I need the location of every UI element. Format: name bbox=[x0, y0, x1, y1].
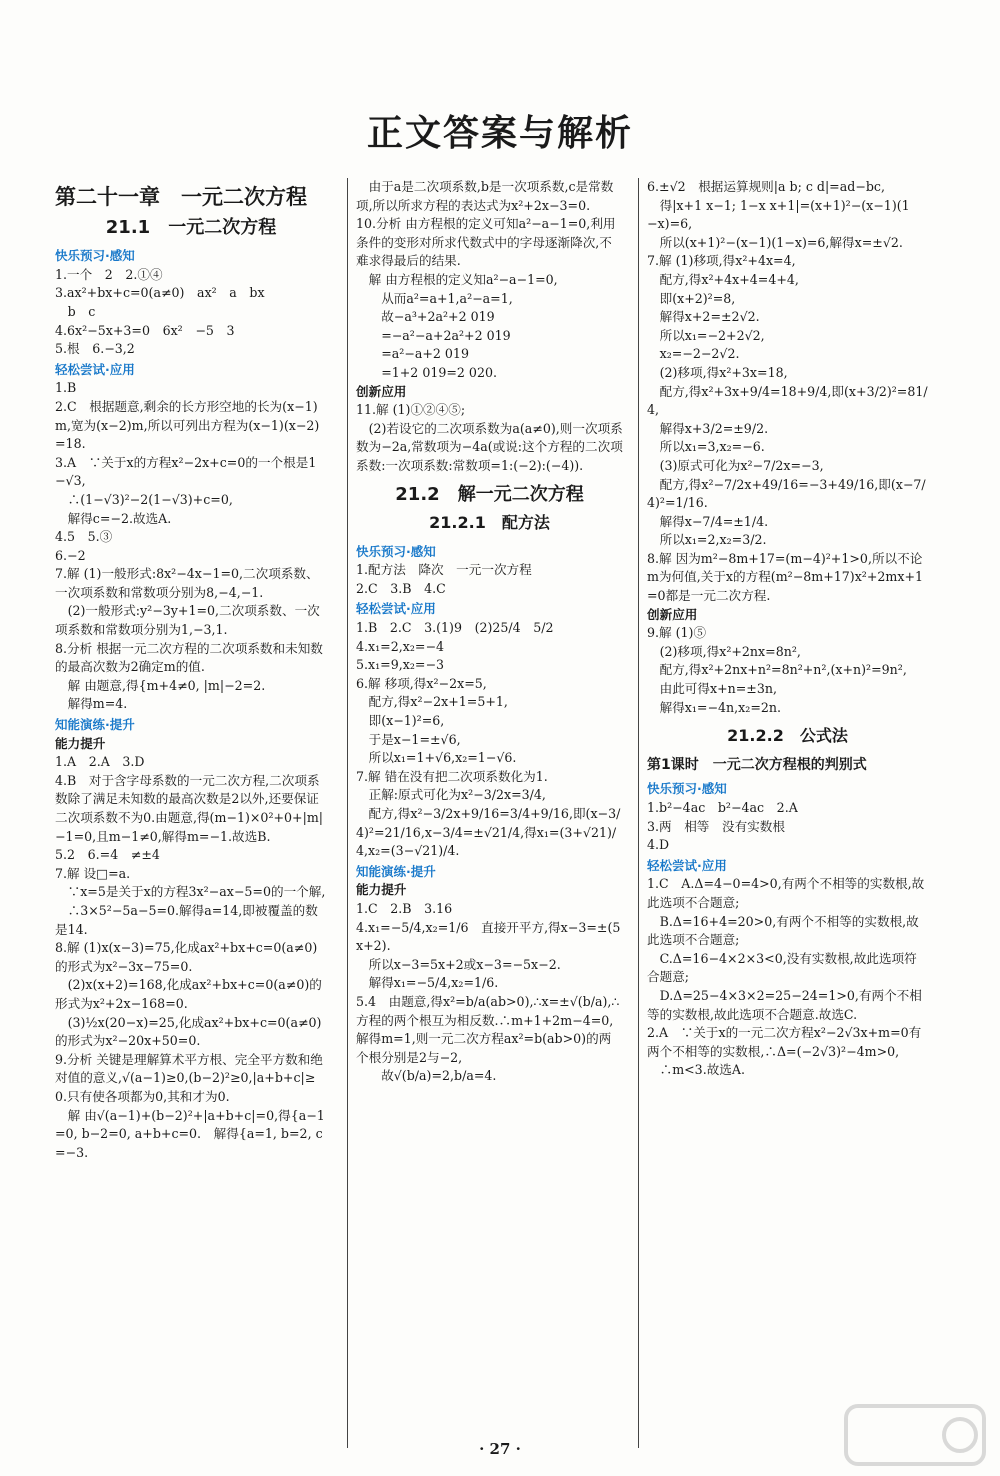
answer-block bbox=[647, 624, 928, 717]
answer-line: 解得x₁=−5/4,x₂=1/6. bbox=[356, 975, 499, 991]
subheading-innovation: 创新应用 bbox=[647, 606, 698, 622]
page-title: 正文答案与解析 bbox=[366, 113, 633, 154]
answer-line: 解得x+2=±2√2. bbox=[647, 309, 760, 325]
answer-block bbox=[55, 753, 327, 1162]
answer-line: 4.5 5.③ bbox=[55, 529, 113, 545]
answer-line: 5.根 6.−3,2 bbox=[55, 341, 135, 357]
answer-line: ∵x=5是关于x的方程3x²−ax−5=0的一个解, bbox=[55, 884, 326, 900]
answer-line: 7.解 (1)移项,得x²+4x=4, bbox=[647, 253, 796, 269]
answer-block bbox=[356, 619, 623, 861]
answer-line: ∴m<3.故选A. bbox=[647, 1062, 745, 1078]
label-try: 轻松尝试·应用 bbox=[647, 857, 727, 873]
label-try: 轻松尝试·应用 bbox=[55, 361, 135, 377]
answer-line: 8.解 (1)x(x−3)=75,化成ax²+bx+c=0(a≠0)的形式为x²−3x−75=0. bbox=[55, 940, 318, 974]
answer-line: =a²−a+2 019 bbox=[356, 346, 469, 362]
column-1 bbox=[55, 178, 327, 1448]
answer-line: 所以x₁=−2+2√2, bbox=[647, 327, 765, 343]
answer-line: 配方,得x²+3x+9/4=18+9/4,即(x+3/2)²=81/4, bbox=[647, 383, 928, 418]
answer-line: 9.解 (1)⑤ bbox=[647, 625, 707, 641]
label-try: 轻松尝试·应用 bbox=[356, 601, 436, 617]
answer-line: 1.A 2.A 3.D bbox=[55, 754, 145, 770]
answer-block bbox=[55, 379, 327, 714]
answer-block bbox=[356, 900, 623, 1086]
answer-line: 于是x−1=±√6, bbox=[356, 731, 461, 747]
answer-line: 所以x₁=2,x₂=3/2. bbox=[647, 532, 767, 548]
answer-line: b c bbox=[55, 303, 96, 319]
answer-line: 4.x₁=2,x₂=−4 bbox=[356, 638, 445, 654]
answer-line: 解 由√(a−1)+(b−2)²+|a+b+c|=0,得{a−1=0, b−2=0, a+b+c=0. 解得{a=1, b=2, c=−3. bbox=[55, 1107, 325, 1160]
answer-line: 即(x−1)²=6, bbox=[356, 713, 445, 729]
answer-line: 7.解 错在没有把二次项系数化为1. bbox=[356, 768, 548, 784]
answer-line: 8.解 因为m²−8m+17=(m−4)²+1>0,所以不论m为何值,关于x的方程(m²−8m+17)x²+2mx+1=0都是一元二次方程. bbox=[647, 550, 924, 604]
answer-line: 1.C 2.B 3.16 bbox=[356, 900, 453, 916]
answer-line: 即(x+2)²=8, bbox=[647, 290, 736, 306]
answer-line: 故√(b/a)=2,b/a=4. bbox=[356, 1068, 497, 1084]
answer-line: 4.6x²−5x+3=0 6x² −5 3 bbox=[55, 322, 235, 338]
answer-line: 1.b²−4ac b²−4ac 2.A bbox=[647, 800, 798, 815]
answer-line: (3)½x(20−x)=25,化成ax²+bx+c=0(a≠0)的形式为x²−20x+50=0. bbox=[55, 1014, 322, 1049]
label-preview: 快乐预习·感知 bbox=[647, 781, 727, 797]
answer-line: C.Δ=16−4×2×3<0,没有实数根,故此选项符合题意; bbox=[647, 950, 917, 985]
answer-line: 解得x₁=−4n,x₂=2n. bbox=[647, 699, 781, 715]
answer-line: 得|x+1 x−1; 1−x x+1|=(x+1)²−(x−1)(1−x)=6, bbox=[647, 197, 910, 232]
label-practice: 知能演练·提升 bbox=[55, 717, 135, 733]
answer-line: 解得x+3/2=±9/2. bbox=[647, 420, 769, 436]
answer-line: 4.B 对于含字母系数的一元二次方程,二次项系数除了满足未知数的最高次数是2以外,还要保证二次项系数不为0.由题意,得(m−1)×0²+0+|m|−1=0,且m−1≠0,解得m=−1.故选B. bbox=[55, 772, 324, 844]
answer-line: 5.2 6.=4 ≠±4 bbox=[55, 847, 160, 863]
answer-line: 从而a²=a+1,a²−a=1, bbox=[356, 290, 513, 306]
answer-line: ∴(1−√3)²−2(1−√3)+c=0, bbox=[55, 491, 233, 507]
answer-line: 2.C 根据题意,剩余的长方形空地的长为(x−1)m,宽为(x−2)m,所以可列出方程为(x−1)(x−2)=18. bbox=[55, 398, 320, 452]
answer-line: =−a²−a+2a²+2 019 bbox=[356, 327, 511, 343]
answer-block bbox=[356, 561, 623, 598]
answer-line: 由于a是二次项系数,b是一次项系数,c是常数项,所以所求方程的表达式为x²+2x−3=0. bbox=[356, 179, 614, 213]
answer-block bbox=[55, 266, 327, 359]
answer-line: 10.分析 由方程根的定义可知a²−a−1=0,利用条件的变形对所求代数式中的字母逐渐降次,不难求得最后的结果. bbox=[356, 216, 616, 269]
answer-line: 解 由方程根的定义知a²−a−1=0, bbox=[356, 271, 558, 287]
subheading-ability: 能力提升 bbox=[356, 882, 407, 898]
answer-line: (2)若设它的二次项系数为a(a≠0),则一次项系数为−2a,常数项为−4a(或说:这个方程的二次项系数:一次项系数:常数项=1:(−2):(−4)). bbox=[356, 420, 623, 473]
answer-line: 解得c=−2.故选A. bbox=[55, 510, 172, 526]
label-preview: 快乐预习·感知 bbox=[55, 248, 135, 264]
subsection-title: 21.2.1 配方法 bbox=[429, 513, 550, 533]
answer-block bbox=[647, 178, 928, 606]
answer-block bbox=[647, 875, 928, 1080]
answer-line: 所以x₁=1+√6,x₂=1−√6. bbox=[356, 750, 517, 766]
answer-line: 3.A ∵关于x的方程x²−2x+c=0的一个根是1−√3, bbox=[55, 454, 317, 489]
answer-line: 7.解 (1)一般形式:8x²−4x−1=0,二次项系数、一次项系数和常数项分别为8,−4,−1. bbox=[55, 566, 319, 600]
answer-line: 9.分析 关键是理解算术平方根、完全平方数和绝对值的意义,√(a−1)≥0,(b−2)²≥0,|a+b+c|≥0.只有使各项都为0,其和才为0. bbox=[55, 1051, 323, 1104]
answer-line: 1.C A.Δ=4−0=4>0,有两个不相等的实数根,故此选项不合题意; bbox=[647, 876, 925, 910]
answer-line: 配方,得x²−7/2x+49/16=−3+49/16,即(x−7/4)²=1/16. bbox=[647, 476, 926, 511]
answer-line: 3.两 相等 没有实数根 bbox=[647, 818, 785, 834]
answer-line: 配方,得x²−3/2x+9/16=3/4+9/16,即(x−3/4)²=21/16,x−3/4=±√21/4,得x₁=(3+√21)/4,x₂=(3−√21)/4. bbox=[356, 806, 621, 859]
answer-line: 由此可得x+n=±3n, bbox=[647, 681, 777, 697]
lesson-title: 第1课时 一元二次方程根的判别式 bbox=[647, 756, 867, 773]
answer-line: 1.一个 2 2.①④ bbox=[55, 266, 163, 282]
answer-line: ∴3×5²−5a−5=0.解得a=14,即被覆盖的数是14. bbox=[55, 902, 318, 937]
answer-line: 正解:原式可化为x²−3/2x=3/4, bbox=[356, 787, 546, 803]
subheading-ability: 能力提升 bbox=[55, 735, 106, 751]
watermark-logo bbox=[840, 1400, 990, 1470]
answer-line: 解得x−7/4=±1/4. bbox=[647, 513, 769, 529]
answer-line: 6.−2 bbox=[55, 547, 86, 563]
answer-line: 4.D bbox=[647, 837, 670, 853]
subheading-innovation: 创新应用 bbox=[356, 383, 407, 399]
answer-block bbox=[647, 799, 928, 855]
answer-line: (2)移项,得x²+2nx=8n², bbox=[647, 643, 801, 659]
answer-line: 1.B bbox=[55, 380, 77, 396]
answer-block bbox=[356, 401, 623, 475]
answer-line: 配方,得x²+4x+4=4+4, bbox=[647, 271, 799, 287]
column-3 bbox=[638, 178, 928, 1448]
answer-line: 所以(x+1)²−(x−1)(1−x)=6,解得x=±√2. bbox=[647, 234, 903, 250]
answer-line: 3.ax²+bx+c=0(a≠0) ax² a bx bbox=[55, 285, 265, 301]
answer-line: 1.B 2.C 3.(1)9 (2)25/4 5/2 bbox=[356, 620, 554, 636]
answer-line: x₂=−2−2√2. bbox=[647, 346, 740, 362]
answer-line: 解 由题意,得{m+4≠0, |m|−2=2. bbox=[55, 677, 266, 693]
answer-line: 配方,得x²+2nx+n²=8n²+n²,(x+n)²=9n², bbox=[647, 662, 907, 678]
answer-line: =1+2 019=2 020. bbox=[356, 364, 497, 380]
column-2 bbox=[347, 178, 623, 1448]
answer-line: 6.±√2 根据运算规则|a b; c d|=ad−bc, bbox=[647, 179, 885, 194]
answer-line: (3)原式可化为x²−7/2x=−3, bbox=[647, 457, 824, 473]
answer-line: 8.分析 根据一元二次方程的二次项系数和未知数的最高次数为2确定m的值. bbox=[55, 640, 323, 675]
answer-line: 7.解 设□=a. bbox=[55, 865, 131, 881]
answer-line: 5.4 由题意,得x²=b/a(ab>0),∴x=±√(b/a),∴方程的两个根互为相反数.∴m+1+2m−4=0,解得m=1,则一元二次方程ax²=b(ab>0)的两个根分别是2与−2, bbox=[356, 993, 620, 1065]
label-practice: 知能演练·提升 bbox=[356, 863, 436, 879]
answer-line: (2)移项,得x²+3x=18, bbox=[647, 364, 788, 380]
answer-line: 5.x₁=9,x₂=−3 bbox=[356, 657, 445, 673]
answer-line: 2.A ∵关于x的一元二次方程x²−2√3x+m=0有两个不相等的实数根,∴Δ=(−2√3)²−4m>0, bbox=[647, 1025, 922, 1059]
answer-line: D.Δ=25−4×3×2=25−24=1>0,有两个不相等的实数根,故此选项不合题意.故选C. bbox=[647, 987, 922, 1022]
answer-line: 11.解 (1)①②④⑤; bbox=[356, 402, 466, 418]
answer-line: 1.配方法 降次 一元一次方程 bbox=[356, 562, 532, 578]
answer-line: 故−a³+2a²+2 019 bbox=[356, 309, 495, 325]
answer-block bbox=[356, 178, 623, 383]
answer-line: B.Δ=16+4=20>0,有两个不相等的实数根,故此选项不合题意; bbox=[647, 913, 919, 948]
answer-line: 配方,得x²−2x+1=5+1, bbox=[356, 694, 508, 710]
answer-line: 4.x₁=−5/4,x₂=1/6 直接开平方,得x−3=±(5x+2). bbox=[356, 919, 621, 954]
answer-line: (2)一般形式:y²−3y+1=0,二次项系数、一次项系数和常数项分别为1,−3,1. bbox=[55, 603, 320, 638]
answer-line: (2)x(x+2)=168,化成ax²+bx+c=0(a≠0)的形式为x²+2x−168=0. bbox=[55, 977, 322, 1011]
section-title: 21.2 解一元二次方程 bbox=[395, 483, 584, 505]
answer-line: 所以x−3=5x+2或x−3=−5x−2. bbox=[356, 956, 561, 972]
label-preview: 快乐预习·感知 bbox=[356, 543, 436, 559]
answer-line: 2.C 3.B 4.C bbox=[356, 580, 446, 596]
answer-line: 解得m=4. bbox=[55, 696, 128, 712]
section-title: 21.1 一元二次方程 bbox=[105, 216, 277, 238]
subsection-title: 21.2.2 公式法 bbox=[727, 726, 848, 746]
page-number: · 27 · bbox=[479, 1440, 521, 1458]
answer-line: 所以x₁=3,x₂=−6. bbox=[647, 439, 765, 455]
chapter-title: 第二十一章 一元二次方程 bbox=[55, 185, 307, 209]
answer-line: 6.解 移项,得x²−2x=5, bbox=[356, 675, 487, 691]
